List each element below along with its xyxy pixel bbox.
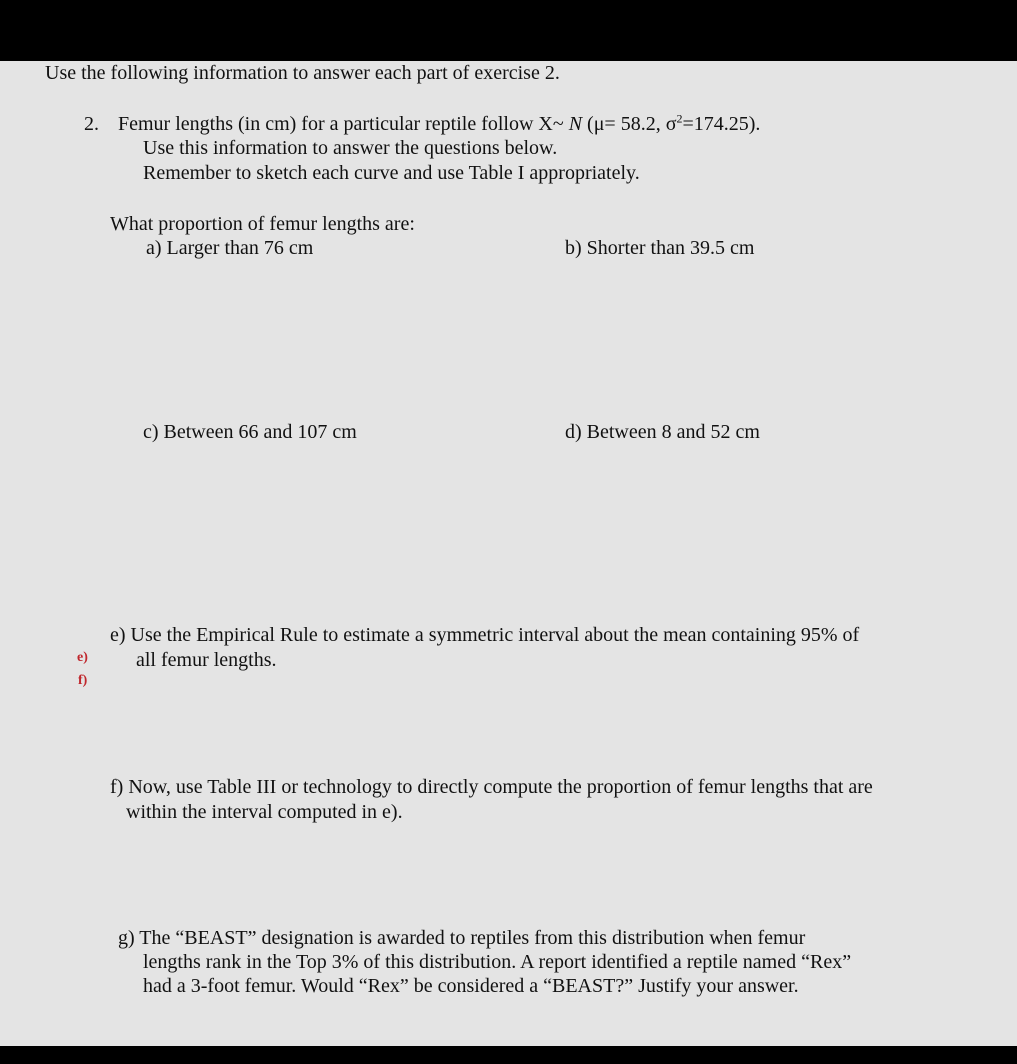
part-g-line-2: lengths rank in the Top 3% of this distribution. A report identified a reptile named “Rex” [143,951,852,973]
part-c: c) Between 66 and 107 cm [143,421,357,443]
part-f-line-1: f) Now, use Table III or technology to directly compute the proportion of femur lengths that are [110,776,873,798]
question-heading: What proportion of femur lengths are: [110,213,415,235]
problem-line-2: Use this information to answer the questions below. [143,137,558,159]
margin-note-e: e) [77,650,88,665]
part-g-line-3: had a 3-foot femur. Would “Rex” be considered a “BEAST?” Justify your answer. [143,975,799,997]
part-g-line-1: g) The “BEAST” designation is awarded to reptiles from this distribution when femur [118,927,806,949]
worksheet-page [0,61,1017,1046]
part-e-line-1: e) Use the Empirical Rule to estimate a symmetric interval about the mean containing 95% of [110,624,860,646]
part-d: d) Between 8 and 52 cm [565,421,760,443]
intro-text: Use the following information to answer each part of exercise 2. [45,62,560,84]
problem-line-3: Remember to sketch each curve and use Table I appropriately. [143,162,640,184]
problem-number: 2. [84,113,99,135]
distribution-params-pre: (μ= 58.2, σ [582,113,677,135]
part-f-line-2: within the interval computed in e). [126,801,403,823]
problem-stem-prefix: Femur lengths (in cm) for a particular reptile follow X~ [118,113,569,135]
margin-note-f: f) [78,673,88,688]
variance-exponent: 2 [676,111,683,126]
part-b: b) Shorter than 39.5 cm [565,237,755,259]
part-e-line-2: all femur lengths. [136,649,277,671]
distribution-params-post: =174.25). [682,113,761,135]
part-a: a) Larger than 76 cm [146,237,314,259]
distribution-symbol: N [568,113,583,135]
problem-stem [118,112,760,136]
